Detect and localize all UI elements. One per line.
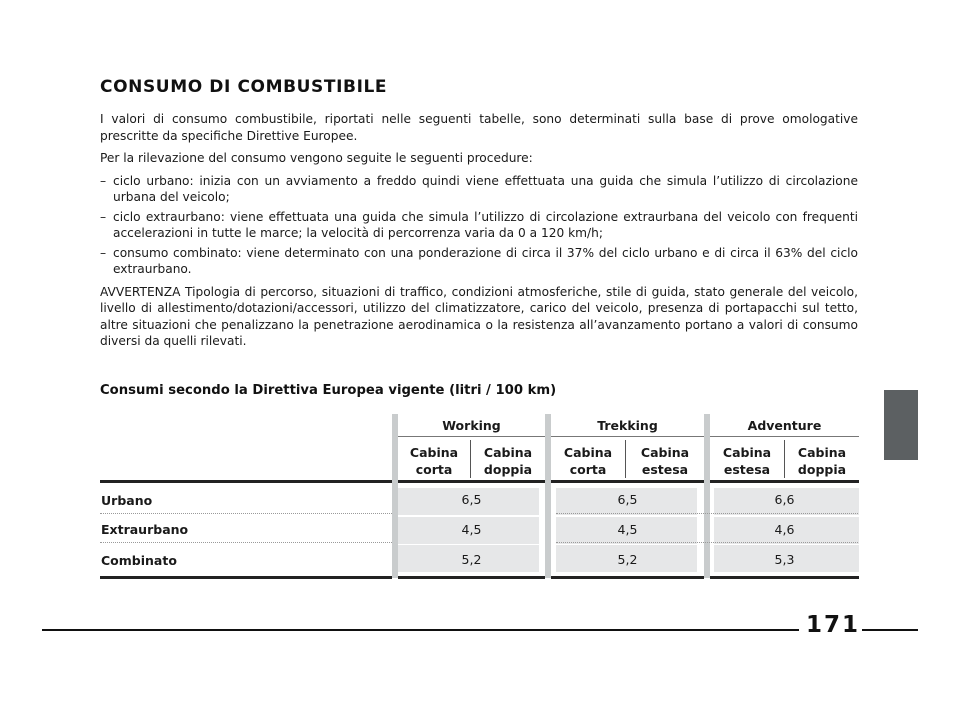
- row-separator: [100, 542, 392, 543]
- value-cell: 4,5: [617, 522, 638, 537]
- procedure-item: – ciclo urbano: inizia con un avviamento a freddo quindi viene effettuata una guida che simula l’utilizzo di circolazione urbana del veicolo;: [100, 173, 858, 206]
- value-cell: 5,3: [774, 552, 795, 567]
- bottom-rule: [100, 576, 392, 579]
- procedure-item: – ciclo extraurbano: viene effettuata una guida che simula l’utilizzo di circolazione extraurbana del veicolo con frequenti accelerazioni in tutte le marce; la velocità di percorrenza varia da 0 a 120 km/h;: [100, 209, 858, 242]
- row-label-combinato: Combinato: [101, 553, 177, 568]
- group-rule: [551, 436, 704, 437]
- row-label-extraurbano: Extraurbano: [101, 522, 189, 537]
- procedure-item: – consumo combinato: viene determinato con una ponderazione di circa il 37% del ciclo urbano e di circa il 63% del ciclo extraurbano.: [100, 245, 858, 278]
- col-header: Cabina doppia: [483, 445, 533, 477]
- value-cell: 6,5: [617, 492, 638, 507]
- group-header-adventure: Adventure: [747, 418, 822, 433]
- col-header: Cabina corta: [563, 445, 613, 477]
- value-cell: 4,5: [461, 522, 482, 537]
- value-cell: 6,6: [774, 492, 795, 507]
- page-number: 171: [806, 612, 861, 638]
- value-cell: 5,2: [461, 552, 482, 567]
- row-label-urbano: Urbano: [101, 493, 153, 508]
- value-cell: 4,6: [774, 522, 795, 537]
- group-header-trekking: Trekking: [597, 418, 658, 433]
- col-header: Cabina doppia: [797, 445, 847, 477]
- footer-rule: [862, 629, 918, 631]
- section-tab-marker: [884, 390, 918, 460]
- header-rule: [551, 480, 704, 483]
- value-cell: 6,5: [461, 492, 482, 507]
- body-text: [100, 111, 858, 356]
- value-cell: 5,2: [617, 552, 638, 567]
- warning-paragraph: AVVERTENZA Tipologia di percorso, situazioni di traffico, condizioni atmosferiche, stile di guida, stato generale del veicolo, livello di allestimento/dotazioni/accessori, utilizzo del climatizzatore, carico del veicolo, presenza di portapacchi sul tetto, altre situazioni che penalizzano la penetrazione aerodinamica o la resistenza all’avanzamento portano a valori di consumo diversi da quelli rilevati.: [100, 284, 858, 348]
- bottom-rule: [551, 576, 704, 579]
- page-title: CONSUMO DI COMBUSTIBILE: [100, 77, 388, 97]
- subheader-divider: [784, 440, 785, 478]
- col-header: Cabina estesa: [640, 445, 690, 477]
- group-rule: [398, 436, 545, 437]
- row-separator: [556, 513, 858, 514]
- col-header: Cabina corta: [409, 445, 459, 477]
- subheader-divider: [470, 440, 471, 478]
- footer-rule: [42, 629, 799, 631]
- group-rule: [710, 436, 859, 437]
- col-header: Cabina estesa: [722, 445, 772, 477]
- header-rule: [398, 480, 545, 483]
- header-rule: [710, 480, 859, 483]
- intro-paragraph: I valori di consumo combustibile, riportati nelle seguenti tabelle, sono determinati sulla base di prove omologative prescritte da specifiche Direttive Europee.: [100, 112, 858, 143]
- group-header-working: Working: [442, 418, 501, 433]
- table-caption: Consumi secondo la Direttiva Europea vigente (litri / 100 km): [100, 383, 557, 398]
- row-separator: [100, 513, 392, 514]
- header-rule: [100, 480, 392, 483]
- procedures-intro: Per la rilevazione del consumo vengono seguite le seguenti procedure:: [100, 151, 533, 165]
- subheader-divider: [625, 440, 626, 478]
- bottom-rule: [710, 576, 859, 579]
- bottom-rule: [398, 576, 545, 579]
